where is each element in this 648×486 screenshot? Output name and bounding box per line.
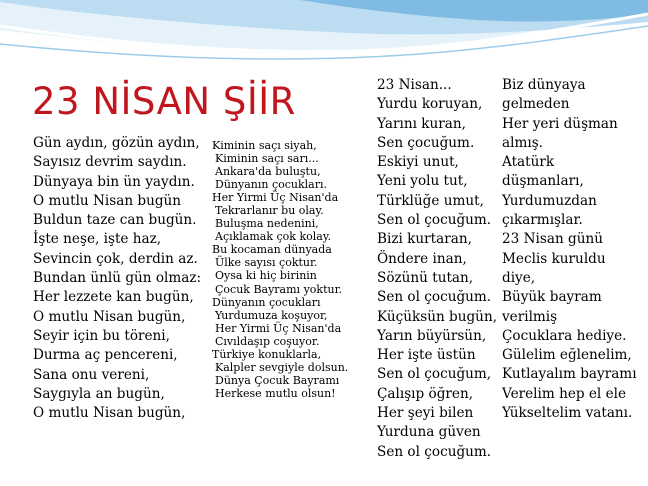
poem-line: Sen ol çocuğum.	[377, 443, 492, 460]
poem-line: Ülke sayısı çoktur.	[215, 256, 318, 270]
poem-line: Bizi kurtaran,	[377, 231, 472, 248]
poem-line: Gün aydın, gözün aydın,	[33, 135, 200, 151]
poem-line: Sözünü tutan,	[377, 269, 474, 286]
poem-line: Durma aç pencereni,	[33, 347, 178, 364]
poem-line: Yurduna güven	[377, 424, 481, 441]
poem-line: Cıvıldaşıp coşuyor.	[215, 334, 320, 348]
poem-line: Türklüğe umut,	[377, 192, 484, 209]
poem-line: O mutlu Nisan bugün,	[33, 308, 186, 325]
poem-line: Çalışıp öğren,	[377, 385, 474, 402]
poem-line: 23 Nisan günü	[502, 231, 603, 248]
poem-line: gelmeden	[502, 96, 570, 113]
poem-line: Yükseltelim vatanı.	[502, 405, 633, 422]
poem-line: Meclis kuruldu	[502, 250, 606, 267]
poem-line: diye,	[502, 269, 536, 286]
poem-line: Bundan ünlü gün olmaz:	[33, 270, 202, 287]
poem-line: Sana onu vereni,	[33, 366, 150, 383]
poem-line: Yurdumuza koşuyor,	[215, 308, 328, 322]
poem-line: Sen ol çocuğum,	[377, 366, 492, 383]
poem-line: Yarını kuran,	[377, 115, 466, 132]
poem-line: Her işte üstün	[377, 347, 476, 364]
poem-line: Atatürk	[502, 154, 555, 171]
poem-line: Biz dünyaya	[502, 77, 586, 93]
poem-line: Öndere inan,	[377, 250, 467, 267]
poem-column-1	[33, 134, 201, 423]
poem-line: Açıklamak çok kolay.	[215, 230, 332, 244]
poem-line: Dünyanın çocukları.	[215, 178, 327, 192]
poem-line: Sayısız devrim saydın.	[33, 154, 187, 171]
poem-line: Her Yirmi Üç Nisan'da	[215, 321, 342, 335]
poem-column-4	[502, 76, 637, 423]
page-title: 23 NİSAN ŞİİR	[32, 80, 296, 123]
poem-line: Her yeri düşman	[502, 115, 618, 132]
poem-line: Gülelim eğlenelim,	[502, 347, 632, 364]
poem-line: Verelim hep el ele	[502, 385, 627, 402]
poem-column-2	[212, 139, 348, 400]
poem-line: düşmanları,	[502, 173, 584, 190]
poem-line: Çocuk Bayramı yoktur.	[215, 282, 343, 296]
poem-line: Sen ol çocuğum.	[377, 212, 492, 229]
poem-column-3	[377, 76, 497, 462]
poem-line: Tekrarlanır bu olay.	[215, 204, 324, 218]
poem-line: Her Yirmi Üç Nisan'da	[212, 191, 339, 205]
poem-line: Buluşma nedenini,	[215, 217, 319, 231]
poem-line: Kiminin saçı siyah,	[212, 139, 317, 152]
poem-line: Sen ol çocuğum.	[377, 289, 492, 306]
poem-line: Her lezzete kan bugün,	[33, 289, 194, 306]
poem-line: Türkiye konuklarla,	[212, 347, 322, 361]
poem-line: verilmiş	[502, 308, 558, 325]
poem-line: Çocuklara hediye.	[502, 327, 627, 344]
poem-line: Seyir için bu töreni,	[33, 327, 170, 344]
poem-line: Saygıyla an bugün,	[33, 385, 165, 402]
poem-line: Dünya Çocuk Bayramı	[215, 373, 340, 387]
poem-line: Dünyaya bin ün yaydın.	[33, 173, 195, 190]
poem-line: O mutlu Nisan bugün,	[33, 405, 186, 422]
poem-line: Küçüksün bugün,	[377, 308, 498, 325]
poem-line: Yurdu koruyan,	[377, 96, 483, 113]
poem-line: almış.	[502, 134, 543, 151]
poem-line: Dünyanın çocukları	[212, 295, 321, 309]
poem-line: Kalpler sevgiyle dolsun.	[215, 360, 349, 374]
poem-line: Sevincin çok, derdin az.	[33, 250, 198, 267]
poem-line: Eskiyi unut,	[377, 154, 459, 171]
poem-line: Ankara'da buluştu,	[215, 165, 321, 179]
poem-line: Herkese mutlu olsun!	[215, 386, 336, 400]
poem-line: İşte neşe, işte haz,	[33, 231, 162, 248]
poem-line: Yurdumuzdan	[502, 192, 597, 209]
poem-line: O mutlu Nisan bugün	[33, 192, 182, 209]
poem-line: 23 Nisan...	[377, 77, 452, 93]
poem-line: Kutlayalım bayramı	[502, 366, 637, 383]
poem-line: Oysa ki hiç birinin	[215, 269, 317, 283]
poem-line: Yarın büyürsün,	[377, 327, 487, 344]
poem-line: Yeni yolu tut,	[377, 173, 468, 190]
poem-line: Bu kocaman dünyada	[212, 243, 332, 257]
poem-line: Büyük bayram	[502, 289, 602, 306]
poem-line: çıkarmışlar.	[502, 212, 583, 229]
poem-line: Kiminin saçı sarı...	[215, 152, 319, 166]
poem-line: Buldun taze can bugün.	[33, 212, 197, 229]
poem-line: Her şeyi bilen	[377, 405, 474, 422]
poem-line: Sen çocuğum.	[377, 134, 475, 151]
